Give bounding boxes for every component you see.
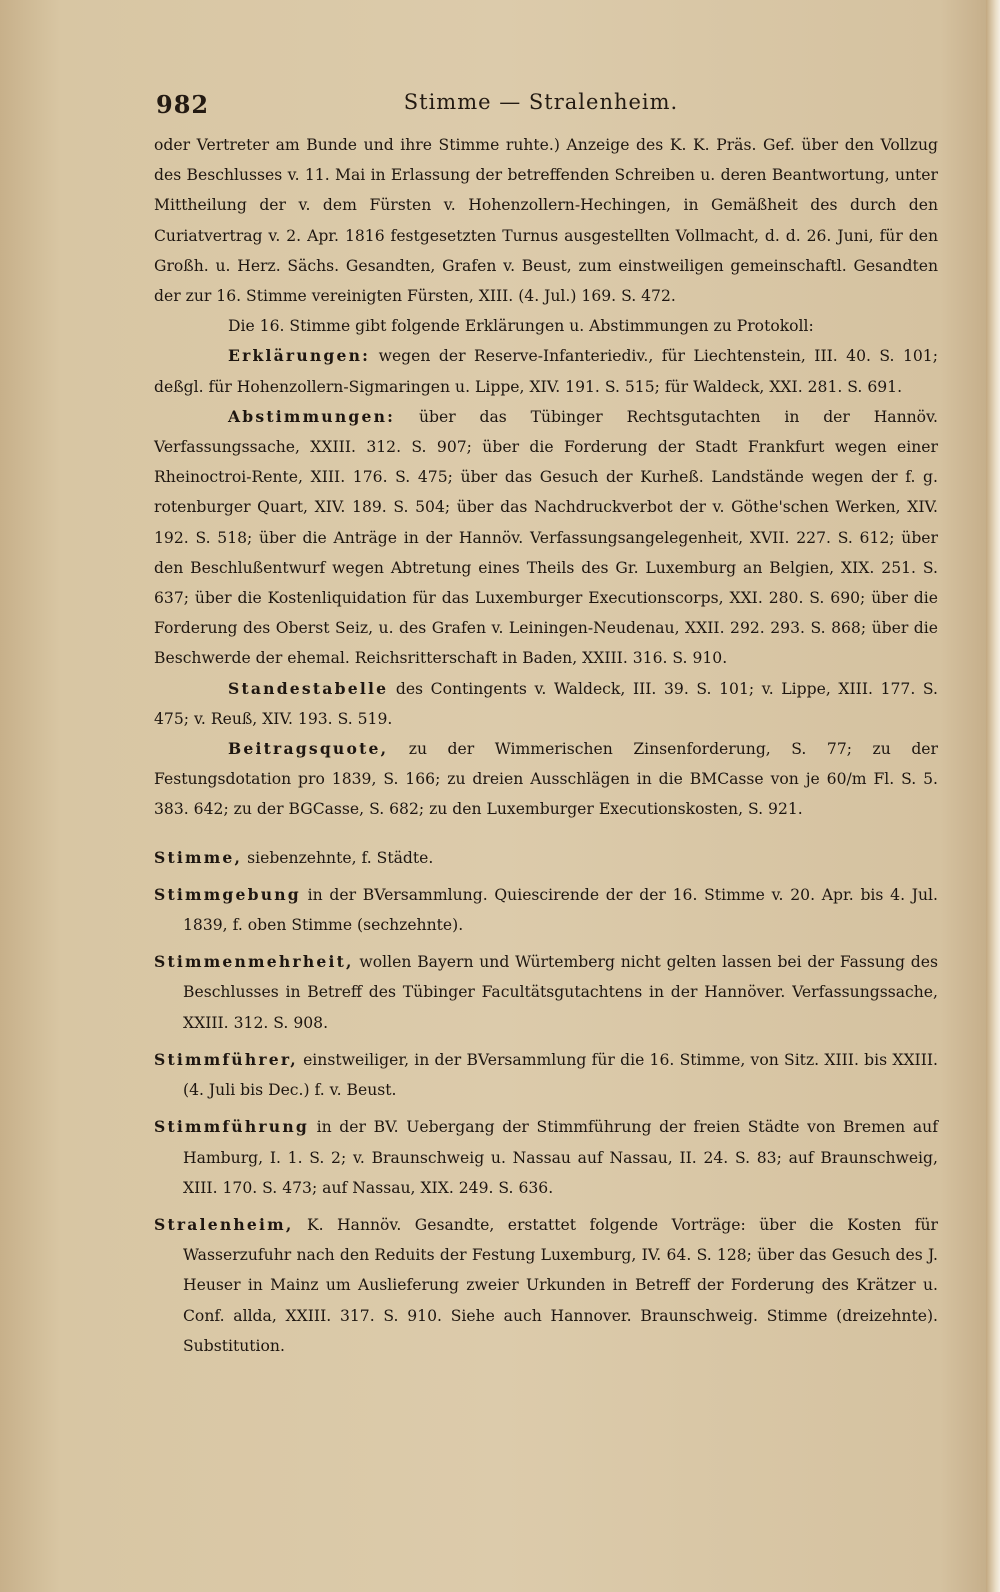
page-number: 982 (156, 90, 210, 119)
entry-keyword: Beitragsquote, (228, 739, 389, 759)
index-entry (154, 843, 938, 873)
entry-text: in der BVersammlung. Quiescirende der der 16. Stimme v. 20. Apr. bis 4. Jul. 1839, f. oben Stimme (sechzehnte). (183, 885, 938, 935)
index-paragraph (154, 311, 938, 341)
entry-keyword: Stimmgebung (154, 884, 301, 904)
entry-text: wollen Bayern und Würtemberg nicht gelten lassen bei der Fassung des Beschlusses in Betreff des Tübinger Facultätsgutachtens in der Hannöver. Verfassungssache, XXIII. 312. S. 908. (183, 953, 938, 1032)
index-paragraph (154, 674, 938, 734)
index-paragraph (154, 734, 938, 825)
entry-text: des Contingents v. Waldeck, III. 39. S. 101; v. Lippe, XIII. 177. S. 475; v. Reuß, XIV. 193. S. 519. (154, 679, 938, 728)
index-entry (154, 1045, 938, 1105)
entry-keyword: Erklärungen: (228, 346, 371, 366)
entry-keyword: Stimmenmehrheit, (154, 952, 354, 972)
entry-keyword: Stimmführung (154, 1117, 309, 1137)
index-entry (154, 1210, 938, 1361)
page-gutter-shadow (986, 0, 1000, 1592)
index-entry (154, 947, 938, 1038)
entry-text: oder Vertreter am Bunde und ihre Stimme ruhte.) Anzeige des K. K. Präs. Gef. über den Vollzug des Beschlusses v. 11. Mai in Erlassung der betreffenden Schreiben u. deren Beantwortung, unter Mittheilung der v. dem Fürsten v. Hohenzollern-Hechingen, in Gemäßheit des durch den Curiatvertrag v. 2. Apr. 1816 festgesetzten Turnus ausgestellten Vollmacht, d. d. 26. Juni, für den Großh. u. Herz. Sächs. Gesandten, Grafen v. Beust, zum einstweiligen gemeinschaftl. Gesandten der zur 16. Stimme vereinigten Fürsten, XIII. (4. Jul.) 169. S. 472. (154, 136, 938, 306)
index-paragraph (154, 130, 938, 311)
entry-keyword: Stimme, (154, 847, 243, 867)
entry-text: K. Hannöv. Gesandte, erstattet folgende Vorträge: über die Kosten für Wasserzufuhr nach den Reduits der Festung Luxemburg, IV. 64. S. 128; über das Gesuch des J. Heuser in Mainz um Auslieferung zweier Urkunden in Betreff der Forderung des Krätzer u. Conf. allda, XXIII. 317. S. 910. Siehe auch Hannover. Braunschweig. Stimme (dreizehnte). Substitution. (183, 1215, 938, 1355)
index-entry (154, 880, 938, 940)
index-paragraph (154, 402, 938, 674)
entry-keyword: Standestabelle (228, 678, 389, 698)
entry-text: einstweiliger, in der BVersammlung für die 16. Stimme, von Sitz. XIII. bis XXIII. (4. Juli bis Dec.) f. v. Beust. (183, 1050, 938, 1100)
entry-text: wegen der Reserve-Infanteriediv., für Liechtenstein, III. 40. S. 101; deßgl. für Hohenzollern-Sigmaringen u. Lippe, XIV. 191. S. 515; für Waldeck, XXI. 281. S. 691. (154, 347, 938, 396)
entry-keyword: Abstimmungen: (228, 406, 396, 426)
running-head: Stimme — Stralenheim. (403, 90, 679, 114)
entry-text: zu der Wimmerischen Zinsenforderung, S. 77; zu der Festungsdotation pro 1839, S. 166; zu dreien Ausschlägen in die BMCasse von je 60/m Fl. S. 5. 383. 642; zu der BGCasse, S. 682; zu den Luxemburger Executionskosten, S. 921. (154, 740, 938, 819)
entry-text: über das Tübinger Rechtsgutachten in der Hannöv. Verfassungssache, XXIII. 312. S. 907; über die Forderung der Stadt Frankfurt wegen einer Rheinoctroi-Rente, XIII. 176. S. 475; über das Gesuch der Kurheß. Landstände wegen der f. g. rotenburger Quart, XIV. 189. S. 504; über das Nachdruckverbot der v. Göthe'schen Werken, XIV. 192. S. 518; über die Anträge in der Hannöv. Verfassungsangelegenheit, XVII. 227. S. 612; über den Beschlußentwurf wegen Abtretung eines Theils des Gr. Luxemburg an Belgien, XIX. 251. S. 637; über die Kostenliquidation für das Luxemburger Executionscorps, XXI. 280. S. 690; über die Forderung des Oberst Seiz, u. des Grafen v. Leiningen-Neudenau, XXII. 292. 293. S. 868; über die Beschwerde der ehemal. Reichsritterschaft in Baden, XXIII. 316. S. 910. (154, 407, 938, 668)
entry-text: siebenzehnte, f. Städte. (242, 848, 434, 867)
entry-text: Die 16. Stimme gibt folgende Erklärungen u. Abstimmungen zu Protokoll: (228, 317, 814, 336)
index-body-text (154, 130, 938, 1361)
index-paragraph (154, 341, 938, 401)
page-header (156, 90, 926, 124)
index-entry (154, 1112, 938, 1203)
entry-keyword: Stralenheim, (154, 1214, 294, 1234)
entry-keyword: Stimmführer, (154, 1049, 298, 1069)
entry-text: in der BV. Uebergang der Stimmführung der freien Städte von Bremen auf Hamburg, I. 1. S. 2; v. Braunschweig u. Nassau auf Nassau, II. 24. S. 83; auf Braunschweig, XIII. 170. S. 473; auf Nassau, XIX. 249. S. 636. (183, 1118, 938, 1197)
